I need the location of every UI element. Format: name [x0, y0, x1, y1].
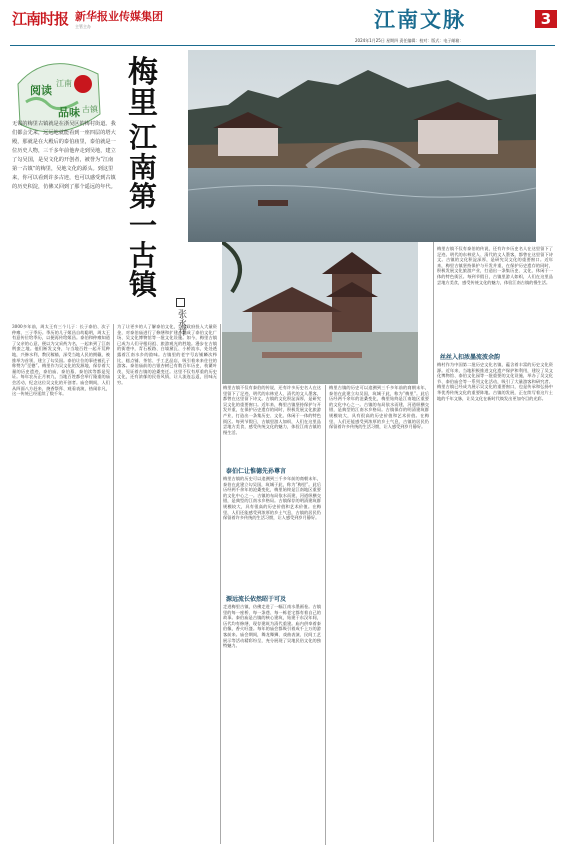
- group-logo: [75, 8, 163, 30]
- text-column-5b: [437, 362, 553, 844]
- text-column-4-body: 梅里古镇的历史可以追溯到三千多年前的商朝末年，泰伯在此建立勾吴国，筑城于此，称为“梅里”。此后历经两千余年的沧桑变化，梅里始终是江南地区重要的文化中心之一。古镇的布局依水而建，河道纵横交错，是典型的江南水乡格局。古镇保存的明清建筑群规模较大，具有很高的历史价值和艺术价值。在梅里，人们还能感受到浓厚的乡土气息，古镇的居民仍保留着许多传统的生活习惯，让人感受到岁月静好。: [223, 476, 321, 521]
- text-column-5a-body: 梅里古镇不仅有泰伯的传说，还有许多历史名人在这里留下了足迹。明代的东林党人、清代的文人墨客，都曾在这里留下诗文。古镇的文化积淀深厚，是研究吴文化的重要窗口。近年来，梅里古镇坚持保护与开发并重，在保护历史遗存的同时，积极发展文化旅游产业，打造出一条集历史、文化、休闲于一体的特色街区。每到节假日，古镇里游人如织，人们在这里品尝地方美食，感受传统文化的魅力，体验江南古镇的慢生活。: [437, 246, 553, 285]
- group-name: 新华报业传媒集团: [75, 10, 163, 23]
- byline-box: [176, 298, 185, 307]
- dateline: 2024年1月25日 星期四 责任编辑：校对：版式：电子邮箱：: [355, 38, 464, 43]
- svg-text:古镇: 古镇: [82, 105, 98, 114]
- headline: [118, 55, 168, 302]
- text-column-4b-body: 梅里古镇的历史可以追溯到三千多年前的商朝末年，泰伯在此建立勾吴国，筑城于此，称为“梅里”。此后历经两千余年的沧桑变化，梅里始终是江南地区重要的文化中心之一。古镇的布局依水而建，河道纵横交错，是典型的江南水乡格局。古镇保存的明清建筑群规模较大，具有很高的历史价值和艺术价值。在梅里，人们还能感受到浓厚的乡土气息，古镇的居民仍保留着许多传统的生活习惯，让人感受到岁月静好。: [329, 385, 429, 430]
- column-divider-3: [325, 385, 326, 845]
- column-divider-2: [220, 324, 221, 844]
- intro-text: [12, 120, 118, 192]
- text-column-2-body: 为了让更多的人了解泰伯文化，当地政府投入大量资金，对泰伯庙进行了修缮和扩建，建成了泰伯文化广场、吴文化博物馆等一批文化设施。如今，梅里古镇已成为人们寻根问祖、旅游观光的胜地。漫步在古镇的街巷中，青石板路、白墙黛瓦、小桥流水，处处透露着江南水乡的韵味。古镇里的老字号店铺鳞次栉比，糕点铺、茶馆、手工艺品店，吸引着来来往往的游客。泰伯庙前的古银杏树已有数百年历史，枝繁叶茂，见证着古镇的沧桑变迁。这里不仅有厚重的历史文化，还有浓郁的民俗风情，让人流连忘返，回味无穷。: [117, 324, 217, 385]
- text-column-3c: [223, 604, 321, 844]
- text-column-2: [117, 324, 217, 844]
- masthead: [0, 0, 565, 48]
- header-rule: [10, 45, 555, 46]
- section-title: 江南文脉: [374, 7, 466, 32]
- text-column-3a: [223, 385, 321, 465]
- headline-line2: 江 南 第 一 古 镇: [128, 121, 157, 302]
- column-divider-1: [113, 324, 114, 844]
- headline-line1: 梅里: [128, 55, 158, 121]
- byline-author: 张永祥: [175, 309, 186, 336]
- group-sub: 主管主办: [75, 24, 91, 29]
- page-number: 3: [535, 10, 557, 28]
- photo-ancient-town-canal: [188, 50, 536, 242]
- text-column-5-body: 走进梅里古镇，仿佛走进了一幅江南水墨画卷。古镇里的每一座桥、每一条巷、每一栋老宅都有着自己的故事。泰伯庙是古镇的核心建筑，始建于东汉年间，历代均有修缮，现存建筑为清代重建。庙内供奉着泰伯像，香火旺盛。每年的庙会都吸引着成千上万的游客前来。庙会期间，舞龙舞狮、戏曲表演、民间工艺展示等活动精彩纷呈，充分展现了吴地民俗文化的独特魅力。: [223, 604, 321, 649]
- svg-text:品味: 品味: [58, 106, 80, 119]
- text-column-3b: [223, 476, 321, 586]
- subhead-1: 泰伯仁让惟德先孙尊言: [226, 468, 287, 475]
- svg-text:江南: 江南: [56, 79, 72, 88]
- text-column-1-body: 3000多年前，周太王有三个儿子：长子泰伯、次子仲雍、三子季历。季历的儿子姬昌自幼聪明，周太王有意传位给季历，以便再传给姬昌。泰伯和仲雍知道了父亲的心意，便以为父采药为名，一起来到了江南荆蛮之地。他们断发文身，与当地百姓一起开荒种地，兴修水利，教民稼穑，深受当地人民的拥戴，被推举为首领，建立了勾吴国。泰伯让位的事迹被孔子称赞为“至德”。梅里作为吴文化的发源地，保存着大量的历史遗迹，泰伯庙、泰伯墓、泰伯渎等都是见证。每年农历正月初九，当地百姓都会举行隆重的庙会活动，纪念这位吴文化的开创者。庙会期间，人们从四面八方赶来，烧香祭拜、观看表演，热闹非凡，这一传统已经延续了数千年。: [12, 324, 110, 397]
- text-column-1: [12, 324, 110, 844]
- intro-body: 无锡的梅里古镇就是在浙吴区的梅村街道。我们都会先来，远远地就能看到一座四层的塔大殿，那就是在大殿后的泰伯庙里，泰伯就是一位历史人物，三千多年前他奔走到吴地，建立了勾吴国，是吴文化的开创者，被誉为“江南第一古镇”的梅里，吴地文化的源头。到这里来，你可以看到许多古迹，也可以感受到古镇的历史积淀，仿佛又回到了那个遥远的年代。: [12, 121, 116, 190]
- text-column-6-body: 梅村作为中国第二批历史文化名镇，蕴含着丰富的历史文化资源。近年来，当地积极推进文化遗产保护和利用，建设了吴文化博物馆、泰伯文化园等一批重要的文化设施，举办了吴文化节、泰伯庙会等一系列文化活动，吸引了大量游客和研究者。梅里古镇已经成为展示吴文化的重要窗口，也是传承和弘扬中华优秀传统文化的重要阵地。古镇的发展，正在续写着这片土地的千年文脉，让吴文化在新时代焕发出更加夺目的光彩。: [437, 362, 553, 401]
- subhead-3: 丝丝入扣浓墨流波余韵: [440, 354, 501, 361]
- paper-logo: 江南时报: [12, 10, 69, 28]
- column-divider-4: [433, 242, 434, 842]
- svg-text:阅读: 阅读: [30, 84, 52, 97]
- text-column-4: [329, 385, 429, 845]
- text-column-5a: [437, 246, 553, 344]
- text-column-3-body: 梅里古镇不仅有泰伯的传说，还有许多历史名人在这里留下了足迹。明代的东林党人、清代的文人墨客，都曾在这里留下诗文。古镇的文化积淀深厚，是研究吴文化的重要窗口。近年来，梅里古镇坚持保护与开发并重，在保护历史遗存的同时，积极发展文化旅游产业，打造出一条集历史、文化、休闲于一体的特色街区。每到节假日，古镇里游人如织，人们在这里品尝地方美食，感受传统文化的魅力，体验江南古镇的慢生活。: [223, 385, 321, 435]
- subhead-2: 源远流长依然昭于可及: [226, 596, 287, 603]
- photo-pagoda-temple: [222, 242, 418, 384]
